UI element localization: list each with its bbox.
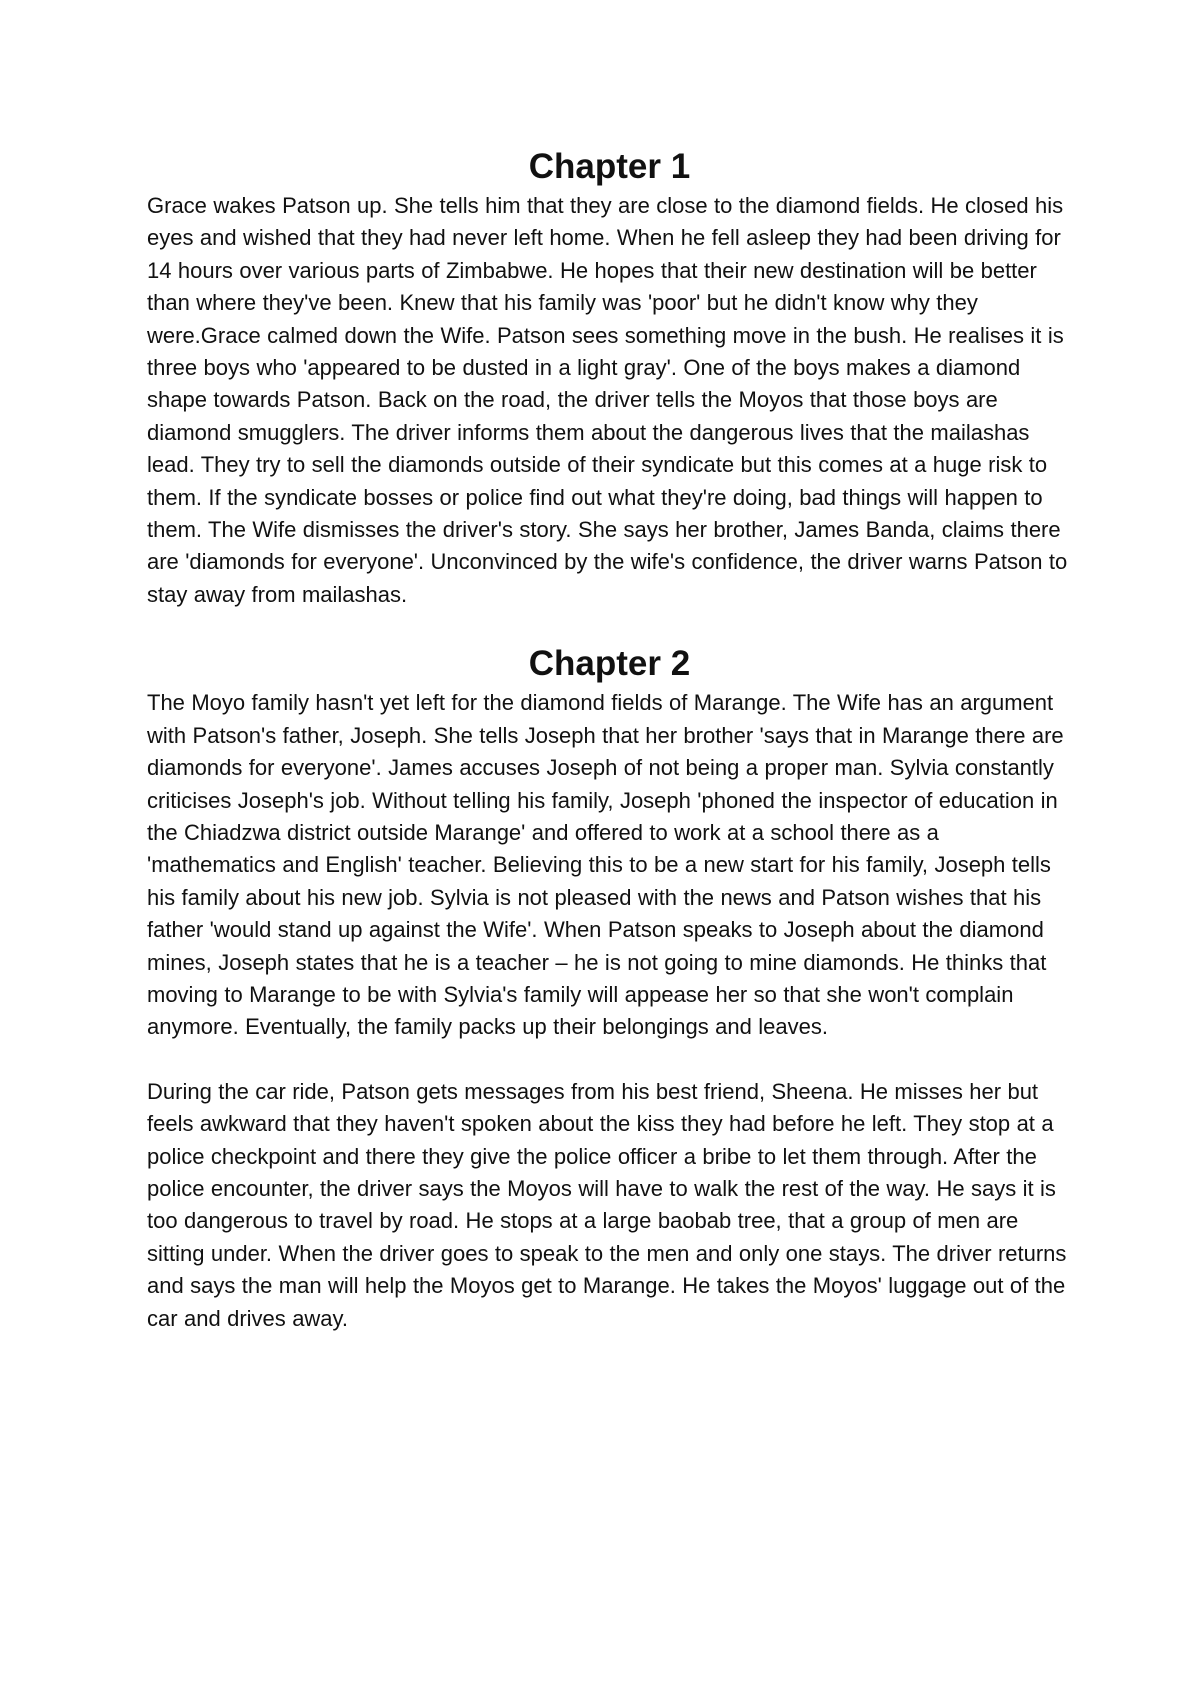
chapter-1-paragraph-1: Grace wakes Patson up. She tells him that they are close to the diamond fields. He closed his eyes and wished that they had never left home. When he fell asleep they had been driving for 14 hours over various parts of Zimbabwe. He hopes that their new destination will be better than where they've been. Knew that his family was 'poor' but he didn't know why they were.Grace calmed down the Wife. Patson sees something move in the bush. He realises it is three boys who 'appeared to be dusted in a light gray'. One of the boys makes a diamond shape towards Patson. Back on the road, the driver tells the Moyos that those boys are diamond smugglers. The driver informs them about the dangerous lives that the mailashas lead. They try to sell the diamonds outside of their syndicate but this comes at a huge risk to them. If the syndicate bosses or police find out what they're doing, bad things will happen to them. The Wife dismisses the driver's story. She says her brother, James Banda, claims there are 'diamonds for everyone'. Unconvinced by the wife's confidence, the driver warns Patson to stay away from mailashas. [147,193,1068,607]
chapter-2-section [147,643,1072,1335]
section-spacer [147,611,1072,643]
document-body [147,146,1072,1335]
chapter-2-title: Chapter 2 [528,644,691,684]
chapter-2-paragraph-2: During the car ride, Patson gets messages from his best friend, Sheena. He misses her but feels awkward that they haven't spoken about the kiss they had before he left. They stop at a police checkpoint and there they give the police officer a bribe to let them through. After the police encounter, the driver says the Moyos will have to walk the rest of the way. He says it is too dangerous to travel by road. He stops at a large baobab tree, that a group of men are sitting under. When the driver goes to speak to the men and only one stays. The driver returns and says the man will help the Moyos get to Marange. He takes the Moyos' luggage out of the car and drives away. [147,1078,1067,1331]
chapter-2-paragraph-1: The Moyo family hasn't yet left for the diamond fields of Marange. The Wife has an argument with Patson's father, Joseph. She tells Joseph that her brother 'says that in Marange there are diamonds for everyone'. James accuses Joseph of not being a proper man. Sylvia constantly criticises Joseph's job. Without telling his family, Joseph 'phoned the inspector of education in the Chiadzwa district outside Marange' and offered to work at a school there as a 'mathematics and English' teacher. Believing this to be a new start for his family, Joseph tells his family about his new job. Sylvia is not pleased with the news and Patson wishes that his father 'would stand up against the Wife'. When Patson speaks to Joseph about the diamond mines, Joseph states that he is a teacher – he is not going to mine diamonds. He thinks that moving to Marange to be with Sylvia's family will appease her so that she won't complain anymore. Eventually, the family packs up their belongings and leaves. [147,690,1064,1040]
chapter-1-title: Chapter 1 [528,147,691,186]
paragraph-spacer [147,1044,1072,1076]
chapter-1-section [147,146,1072,611]
